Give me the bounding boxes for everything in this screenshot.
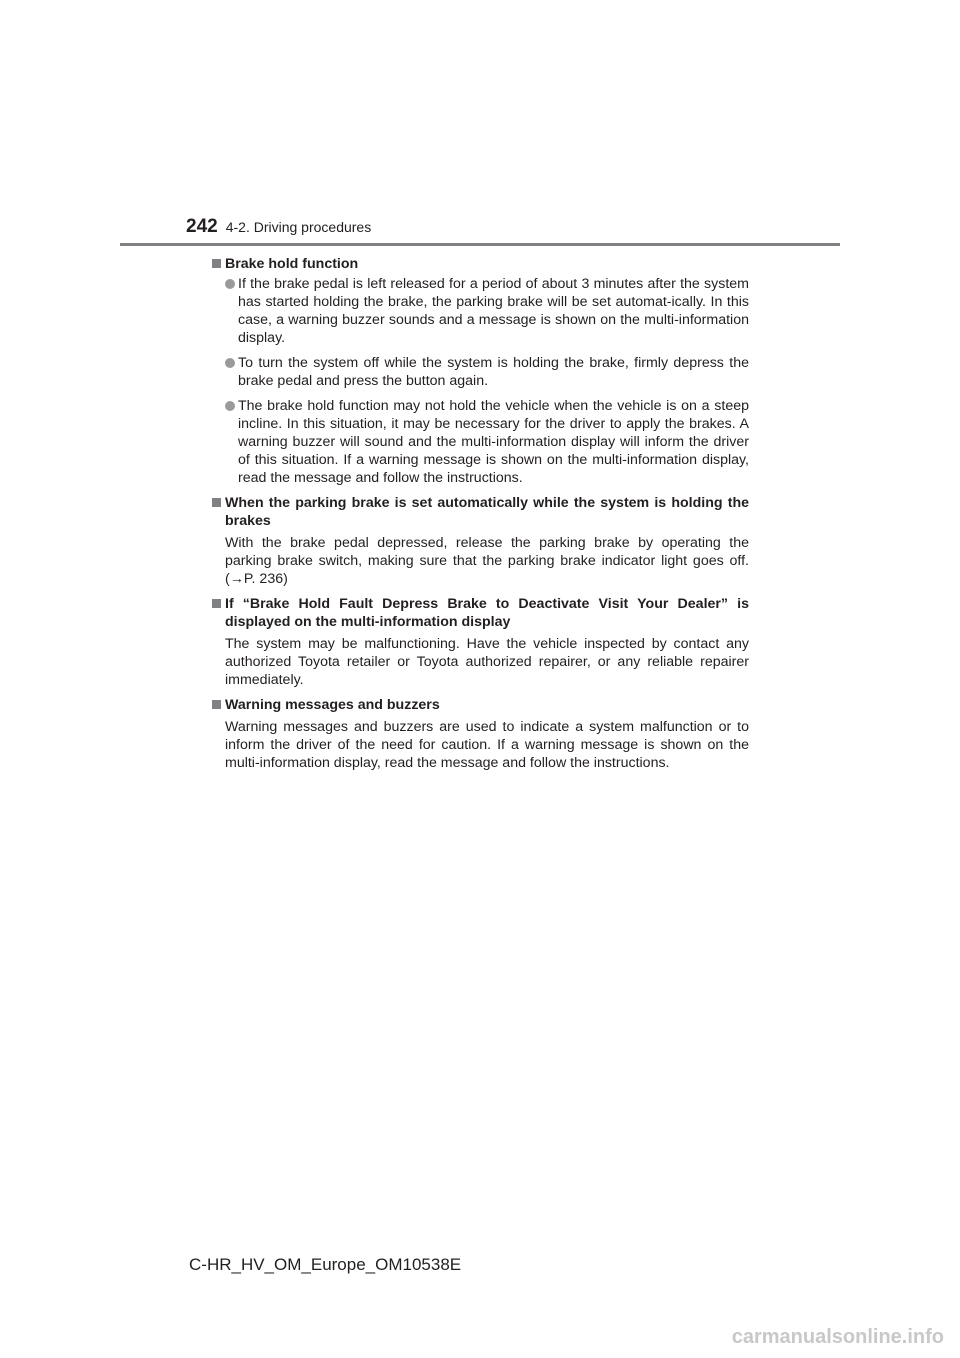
section-brake-hold-fault — [212, 595, 749, 689]
square-bullet-icon — [212, 259, 221, 268]
heading-text: When the parking brake is set automatically while the system is holding the brakes — [225, 495, 749, 529]
square-bullet-icon — [212, 498, 221, 507]
bullet-text: The brake hold function may not hold the vehicle when the vehicle is on a steep incline. In this situation, it may be necessary for the driver to apply the brakes. A warning buzzer will sound and the multi-information display will inform the driver of this situation. If a warning message is shown on the multi-information display, read the message and follow the instructions. — [238, 398, 749, 486]
list-item — [212, 275, 749, 347]
circle-bullet-icon — [225, 279, 235, 289]
bullet-text: If the brake pedal is left released for a period of about 3 minutes after the system has started holding the brake, the parking brake will be set automat-ically. In this case, a warning buzzer sounds and a message is shown on the multi-information display. — [238, 276, 749, 346]
heading-text: Warning messages and buzzers — [225, 697, 440, 713]
square-bullet-icon — [212, 700, 221, 709]
paragraph: With the brake pedal depressed, release the parking brake by operating the parking brake switch, making sure that the parking brake indicator light goes off. (→P. 236) — [225, 535, 749, 587]
list-item — [212, 397, 749, 487]
page-content — [212, 255, 749, 779]
section-heading — [212, 255, 749, 273]
heading-text: If “Brake Hold Fault Depress Brake to Deactivate Visit Your Dealer” is displayed on the multi-information display — [225, 596, 749, 630]
bullet-text: To turn the system off while the system is holding the brake, firmly depress the brake pedal and press the button again. — [238, 355, 749, 389]
document-id: C-HR_HV_OM_Europe_OM10538E — [189, 1255, 462, 1274]
circle-bullet-icon — [225, 401, 235, 411]
section-parking-brake-auto — [212, 494, 749, 588]
section-heading — [212, 494, 749, 530]
heading-text: Brake hold function — [225, 256, 359, 272]
circle-bullet-icon — [225, 358, 235, 368]
section-heading — [212, 595, 749, 631]
section-brake-hold-function — [212, 255, 749, 487]
paragraph: The system may be malfunctioning. Have the vehicle inspected by contact any authorized Toyota retailer or Toyota authorized repairer, or any reliable repairer immediately. — [225, 636, 749, 688]
paragraph: Warning messages and buzzers are used to indicate a system malfunction or to inform the driver of the need for caution. If a warning message is shown on the multi-information display, read the message and follow the instructions. — [225, 719, 749, 771]
section-warning-messages — [212, 696, 749, 772]
watermark: carmanualsonline.info — [731, 1326, 944, 1348]
list-item — [212, 354, 749, 390]
page-header — [186, 216, 371, 244]
square-bullet-icon — [212, 599, 221, 608]
header-divider — [120, 243, 840, 246]
section-title: 4-2. Driving procedures — [225, 219, 372, 235]
page-number: 242 — [186, 216, 218, 237]
section-heading — [212, 696, 749, 714]
